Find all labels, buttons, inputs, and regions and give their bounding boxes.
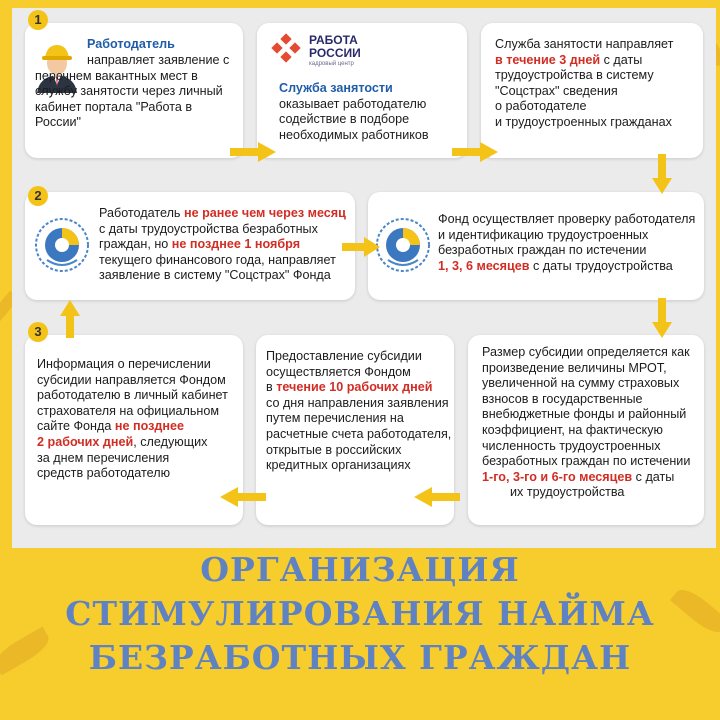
card5-line: и идентификацию трудоустроенных — [438, 227, 649, 242]
social-fund-emblem-icon — [374, 216, 432, 274]
card-employer-application — [25, 23, 243, 158]
card-employer-applies-fund — [25, 192, 355, 300]
card8-line: средств работодателю — [37, 466, 171, 481]
employer-role-label: Работодатель — [87, 37, 175, 51]
card3-line: и трудоустроенных гражданах — [495, 114, 672, 129]
page-title — [0, 548, 720, 680]
title-line-1: ОРГАНИЗАЦИЯ — [200, 550, 520, 589]
deadline-highlight: не позднее 1 ноября — [171, 237, 301, 252]
card7-line: осуществляется Фондом — [266, 364, 411, 379]
card8-line-part: сайте Фонда — [37, 419, 115, 434]
step-number-2: 2 — [28, 186, 48, 206]
arrow-right-icon — [340, 235, 382, 259]
logo-subtitle: кадровый центр — [309, 61, 354, 67]
card7-line: путем перечисления на — [266, 411, 404, 426]
card7-line: открытые в российских — [266, 442, 402, 457]
arrow-down-icon — [650, 152, 674, 196]
employment-service-label: Служба занятости — [279, 81, 393, 95]
deadline-highlight: 2 рабочих дней — [37, 434, 134, 449]
deadline-highlight: течение 10 рабочих дней — [276, 380, 433, 395]
deadline-highlight: 1, 3, 6 месяцев — [438, 258, 530, 273]
arrow-right-icon — [228, 140, 278, 164]
card6-line: коэффициент, на фактическую — [482, 422, 663, 437]
logo-line2: РОССИИ — [309, 46, 361, 60]
card6-line: произведение величины МРОТ, — [482, 360, 667, 375]
card3-line: "Соцстрах" сведения — [495, 83, 618, 98]
deadline-highlight: не ранее чем через месяц — [183, 206, 346, 220]
card4-line-part: граждан, но — [99, 237, 172, 252]
card5-line-part: с даты трудоустройства — [529, 258, 673, 273]
card-service-sends-data — [481, 23, 703, 158]
card3-line: Служба занятости направляет — [495, 37, 674, 51]
rabota-rossii-logo-icon — [271, 33, 301, 63]
title-line-2: СТИМУЛИРОВАНИЯ НАЙМА — [65, 594, 655, 633]
card-fund-verification — [368, 192, 704, 300]
arrow-left-icon — [412, 485, 462, 509]
card-employment-service — [257, 23, 467, 158]
card-payment-notification — [25, 335, 243, 525]
card-subsidy-calculation — [468, 335, 704, 525]
arrow-down-icon — [650, 296, 674, 340]
card8-line-part: , следующих — [133, 434, 208, 449]
card8-line: субсидии направляется Фондом — [37, 372, 226, 387]
deadline-highlight: в течение 3 дней — [495, 52, 601, 67]
arrow-left-icon — [218, 485, 268, 509]
card6-line: увеличенной на сумму страховых — [482, 376, 680, 391]
title-line-3: БЕЗРАБОТНЫХ ГРАЖДАН — [88, 638, 632, 677]
card7-line — [266, 380, 454, 396]
deadline-highlight: не позднее — [114, 419, 184, 434]
card8-line: за днем перечисления — [37, 450, 170, 465]
card7-line-part: в — [266, 380, 277, 395]
card6-line: численность трудоустроенных — [482, 438, 661, 453]
step-number-3: 3 — [28, 322, 48, 342]
card6-line — [482, 470, 704, 486]
card5-line: безработных граждан по истечении — [438, 243, 647, 258]
card8-line: страхователя на официальном — [37, 403, 220, 418]
card6-line: взносов в государственные — [482, 391, 643, 406]
card7-line: со дня направления заявления — [266, 395, 449, 410]
card8-line — [37, 419, 242, 435]
card5-line — [438, 259, 703, 275]
arrow-up-icon — [58, 298, 82, 340]
card4-line — [99, 206, 354, 222]
card7-line: расчетные счета работодателя, — [266, 426, 452, 441]
card3-line: трудоустройства в систему — [495, 68, 654, 83]
card6-line: безработных граждан по истечении — [482, 454, 691, 469]
card6-line: внебюджетные фонды и районный — [482, 407, 687, 422]
step-number-1: 1 — [28, 10, 48, 30]
card8-line — [37, 435, 242, 451]
card8-line: работодателю в личный кабинет — [37, 388, 228, 403]
card4-line: заявление в систему "Соцстрах" Фонда — [99, 268, 331, 283]
card6-line: Размер субсидии определяется как — [482, 345, 690, 359]
card4-line — [99, 237, 354, 253]
deadline-highlight: 1-го, 3-го и 6-го месяцев — [482, 469, 633, 484]
card4-line: текущего финансового года, направляет — [99, 252, 336, 267]
card6-line-part: с даты — [632, 469, 675, 484]
card7-line: кредитных организациях — [266, 458, 411, 473]
social-fund-emblem-icon — [33, 216, 91, 274]
card6-line: их трудоустройства — [510, 485, 625, 500]
card3-line: о работодателе — [495, 99, 587, 114]
card7-line: Предоставление субсидии — [266, 349, 422, 363]
card3-line-part: с даты — [600, 52, 643, 67]
logo-line1: РАБОТА — [309, 33, 358, 47]
employment-service-text: оказывает работодателю содействие в подборе необходимых работников — [279, 96, 429, 142]
card3-line — [495, 53, 700, 69]
card5-line: Фонд осуществляет проверку работодателя — [438, 212, 696, 226]
card4-line: с даты трудоустройства безработных — [99, 221, 318, 236]
card8-line: Информация о перечислении — [37, 357, 211, 371]
arrow-right-icon — [450, 140, 500, 164]
card4-line-part: Работодатель — [99, 206, 184, 220]
employer-application-text: направляет заявление с перечнем вакантных мест в службу занятости через личный кабинет портала "Работа в России" — [35, 53, 230, 130]
